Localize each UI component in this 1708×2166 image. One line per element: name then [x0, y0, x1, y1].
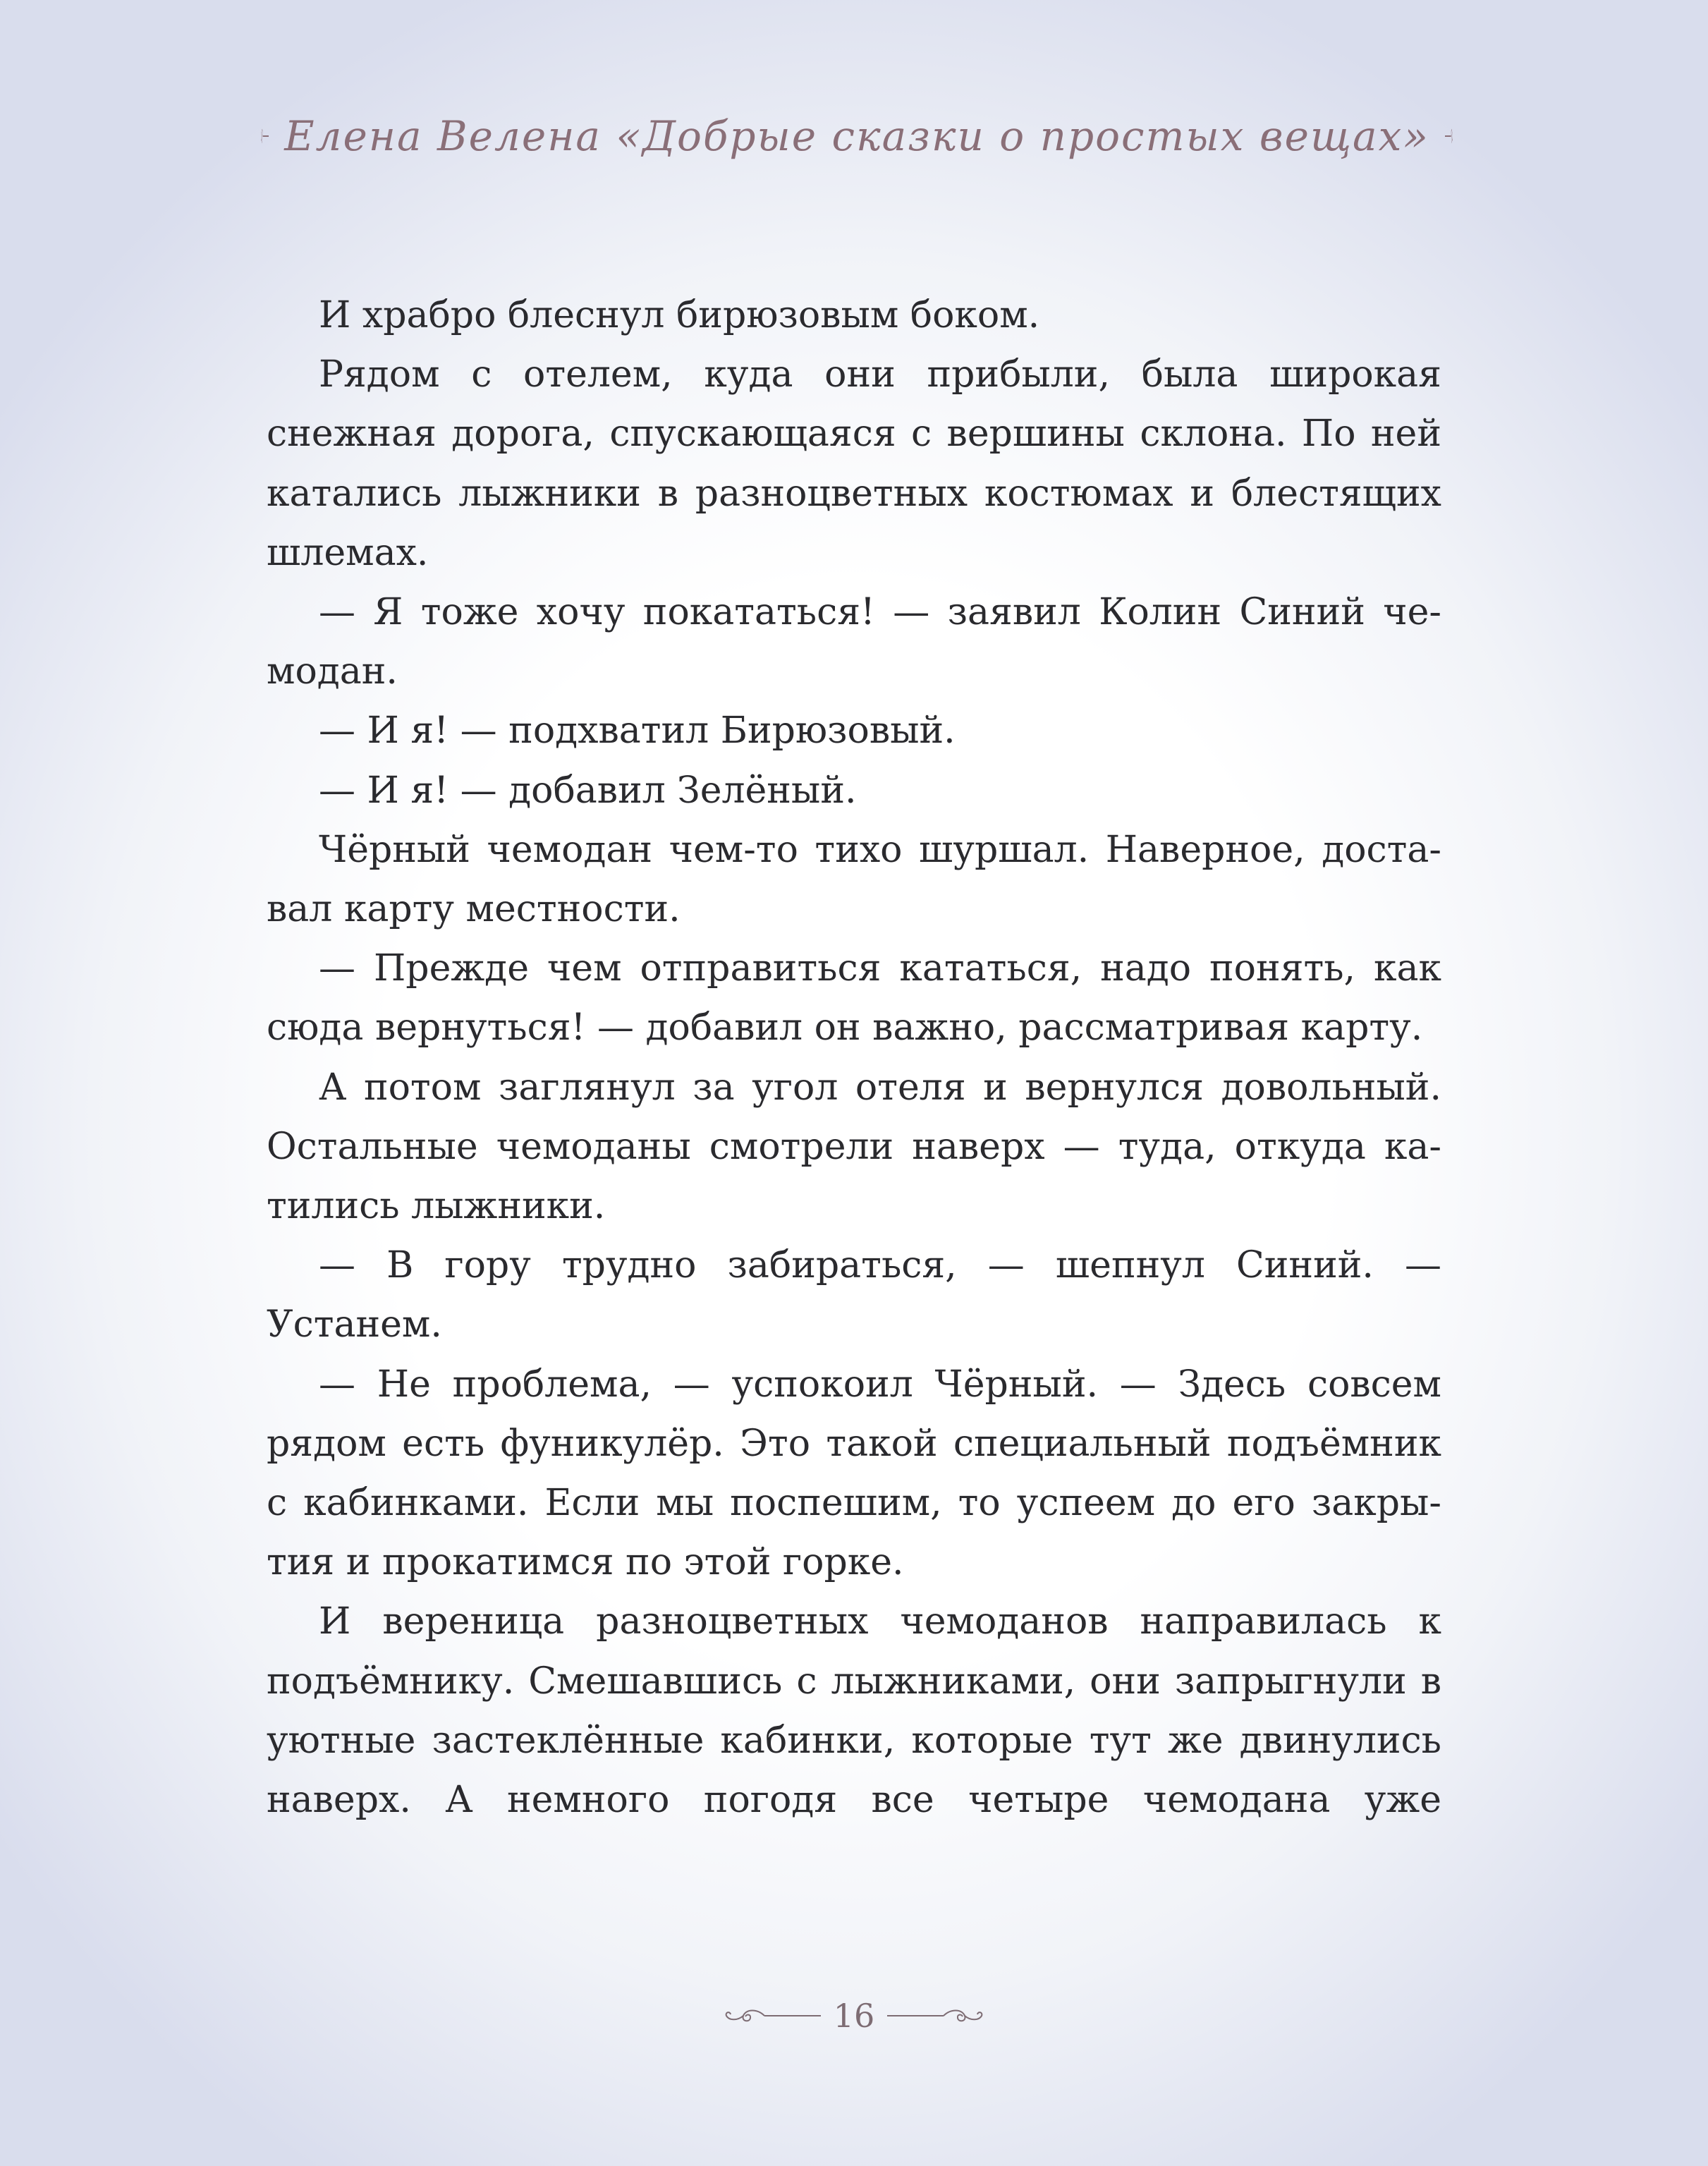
paragraph: А потом заглянул за угол отеля и вернулся довольный. Остальные чемоданы смотрели наверх — туда, откуда катились лыжники. [267, 1066, 1441, 1228]
paragraph: — Я тоже хочу покататься! — заявил Колин Синий чемодан. [267, 591, 1441, 693]
paragraph: И храбро блеснул бирюзовым боком. [319, 294, 1040, 336]
paragraph: Рядом с отелем, куда они прибыли, была широкая снежная дорога, спускающаяся с вершины склона. По ней катались лыжники в разноцветных костюмах и блестящих шлемах. [267, 353, 1441, 574]
paragraph: — Не проблема, — успокоил Чёрный. — Здесь совсем рядом есть фуникулёр. Это такой специальный подъёмник с кабинками. Если мы поспешим, то успеем до его закрытия и прокатимся по этой горке. [267, 1363, 1441, 1584]
header-left-flourish-icon [261, 122, 269, 150]
header-right-flourish-icon [1445, 122, 1453, 150]
running-header [261, 97, 1453, 175]
page-number: 16 [833, 1997, 875, 2035]
paragraph: Чёрный чемодан чем-то тихо шуршал. Наверное, доставал карту местности. [267, 828, 1441, 931]
story-text [267, 286, 1441, 1830]
paragraph: — В гору трудно забираться, — шепнул Синий. — Устанем. [267, 1244, 1441, 1346]
paragraph: — И я! — подхватил Бирюзовый. [319, 710, 956, 753]
book-title: Елена Велена «Добрые сказки о простых вещах» [284, 112, 1429, 160]
paragraph: И вереница разноцветных чемоданов направилась к подъёмнику. Смешавшись с лыжниками, они запрыгнули в уютные застеклённые кабинки, которые тут же двинулись наверх. А немного погодя все четыре чемодана уже [267, 1600, 1441, 1822]
paragraph: — И я! — добавил Зелёный. [319, 769, 857, 812]
page-footer [0, 1995, 1708, 2037]
footer-left-flourish-icon [715, 2002, 821, 2030]
footer-right-flourish-icon [887, 2002, 993, 2030]
paragraph: — Прежде чем отправиться кататься, надо понять, как сюда вернуться! — добавил он важно, рассматривая карту. [267, 947, 1441, 1049]
